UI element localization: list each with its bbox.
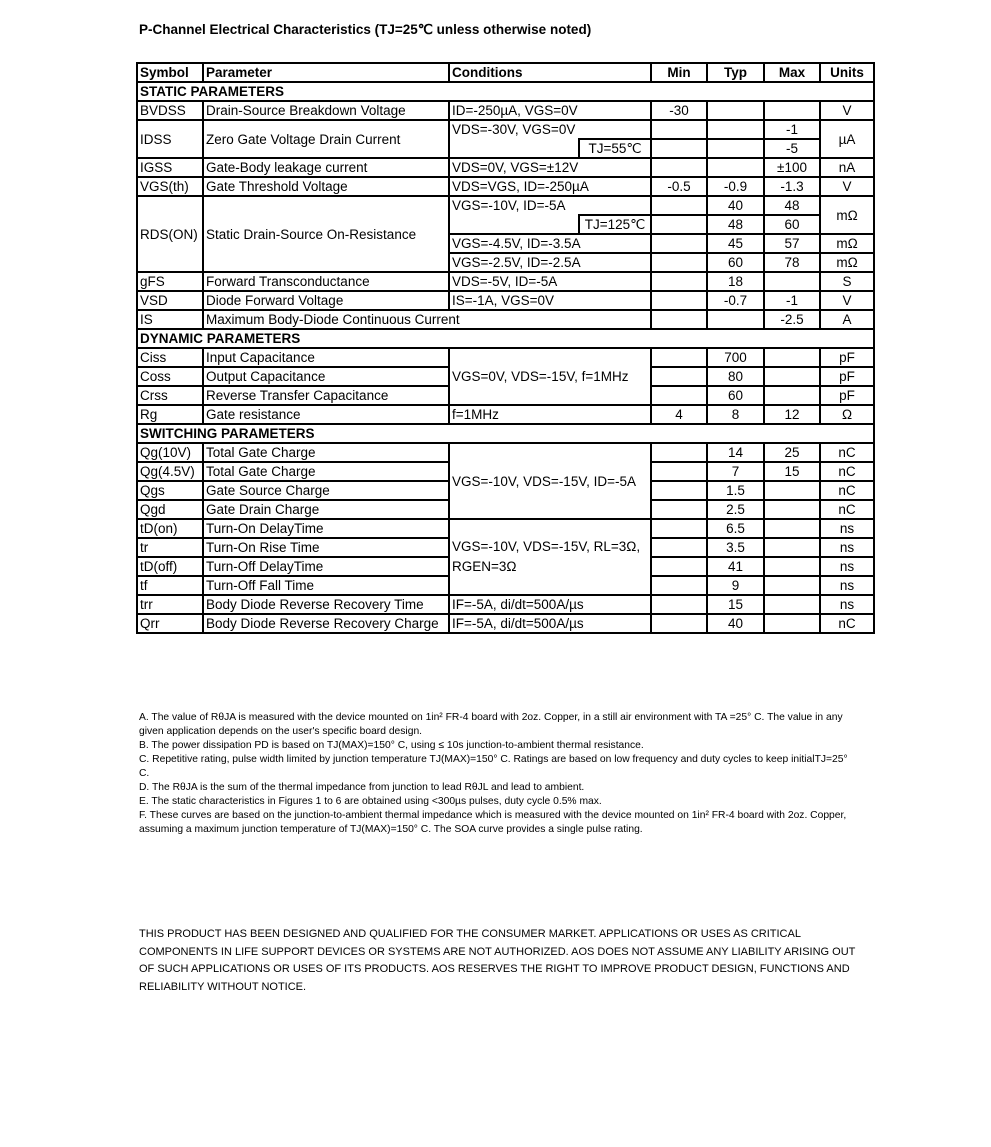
min-cell <box>651 158 707 177</box>
symbol-cell: tD(off) <box>137 557 203 576</box>
max-cell: -2.5 <box>764 310 820 329</box>
parameter-cell: Total Gate Charge <box>203 443 449 462</box>
typ-cell: 3.5 <box>707 538 764 557</box>
conditions-cell <box>449 215 579 234</box>
symbol-cell: Rg <box>137 405 203 424</box>
parameter-cell: Turn-Off DelayTime <box>203 557 449 576</box>
parameter-cell: Drain-Source Breakdown Voltage <box>203 101 449 120</box>
min-cell: -0.5 <box>651 177 707 196</box>
symbol-cell: Crss <box>137 386 203 405</box>
units-cell: nC <box>820 614 874 633</box>
units-cell: S <box>820 272 874 291</box>
parameter-cell: Turn-On DelayTime <box>203 519 449 538</box>
max-cell <box>764 348 820 367</box>
typ-cell: -0.7 <box>707 291 764 310</box>
units-cell: pF <box>820 386 874 405</box>
max-cell: -1.3 <box>764 177 820 196</box>
max-cell: 57 <box>764 234 820 253</box>
min-cell <box>651 120 707 139</box>
max-cell: 48 <box>764 196 820 215</box>
table-row <box>137 519 874 538</box>
symbol-cell: gFS <box>137 272 203 291</box>
footnote: C. Repetitive rating, pulse width limited by junction temperature TJ(MAX)=150° C. Ratings are based on low frequency and duty cycles to keep initialTJ=25° C. <box>139 754 848 779</box>
parameter-cell: Gate resistance <box>203 405 449 424</box>
min-cell <box>651 386 707 405</box>
table-row <box>137 443 874 462</box>
symbol-cell: tD(on) <box>137 519 203 538</box>
table-row <box>137 348 874 367</box>
min-cell <box>651 272 707 291</box>
table-row <box>137 595 874 614</box>
max-cell: -1 <box>764 291 820 310</box>
parameter-cell: Output Capacitance <box>203 367 449 386</box>
conditions-cell: f=1MHz <box>449 405 651 424</box>
typ-cell: 60 <box>707 386 764 405</box>
max-cell <box>764 500 820 519</box>
parameter-cell: Diode Forward Voltage <box>203 291 449 310</box>
max-cell <box>764 614 820 633</box>
conditions-cell: VGS=-2.5V, ID=-2.5A <box>449 253 651 272</box>
min-cell <box>651 234 707 253</box>
min-cell <box>651 557 707 576</box>
units-cell: mΩ <box>820 196 874 234</box>
parameter-cell: Static Drain-Source On-Resistance <box>203 196 449 272</box>
typ-cell: 40 <box>707 614 764 633</box>
conditions-cell: TJ=55℃ <box>579 139 651 158</box>
footnote: E. The static characteristics in Figures 1 to 6 are obtained using <300µs pulses, duty cycle 0.5% max. <box>139 796 602 807</box>
units-cell: V <box>820 177 874 196</box>
max-cell: 78 <box>764 253 820 272</box>
symbol-cell: Qg(10V) <box>137 443 203 462</box>
conditions-cell <box>449 139 579 158</box>
table-row <box>137 196 874 215</box>
typ-cell: 700 <box>707 348 764 367</box>
section-title: STATIC PARAMETERS <box>137 82 874 101</box>
footnote: F. These curves are based on the junction-to-ambient thermal impedance which is measured with the device mounted on 1in² FR-4 board with 2oz. Copper, assuming a maximum junction temperature of TJ(MAX)=150° C. The SOA curve provides a single pulse rating. <box>139 810 847 835</box>
symbol-cell: tf <box>137 576 203 595</box>
symbol-cell: trr <box>137 595 203 614</box>
footnote: D. The RθJA is the sum of the thermal impedance from junction to lead RθJL and lead to ambient. <box>139 782 585 793</box>
table-row <box>137 310 874 329</box>
symbol-cell: IS <box>137 310 203 329</box>
min-cell <box>651 614 707 633</box>
typ-cell: 1.5 <box>707 481 764 500</box>
min-cell <box>651 481 707 500</box>
typ-cell <box>707 101 764 120</box>
typ-cell <box>707 139 764 158</box>
typ-cell: 48 <box>707 215 764 234</box>
symbol-cell: IGSS <box>137 158 203 177</box>
units-cell: ns <box>820 576 874 595</box>
parameter-cell: Reverse Transfer Capacitance <box>203 386 449 405</box>
conditions-cell: VGS=-10V, ID=-5A <box>449 196 651 215</box>
units-cell: nA <box>820 158 874 177</box>
conditions-cell: IS=-1A, VGS=0V <box>449 291 651 310</box>
footnote: A. The value of RθJA is measured with the device mounted on 1in² FR-4 board with 2oz. Copper, in a still air environment with TA =25° C. The value in any given application depends on the user's specific board design. <box>139 712 843 737</box>
min-cell <box>651 519 707 538</box>
parameter-cell: Gate Threshold Voltage <box>203 177 449 196</box>
min-cell <box>651 291 707 310</box>
max-cell <box>764 481 820 500</box>
units-cell: V <box>820 101 874 120</box>
units-cell: µA <box>820 120 874 158</box>
parameter-cell: Forward Transconductance <box>203 272 449 291</box>
table-row <box>137 291 874 310</box>
parameter-cell: Maximum Body-Diode Continuous Current <box>203 310 651 329</box>
section-title: SWITCHING PARAMETERS <box>137 424 874 443</box>
parameter-cell: Total Gate Charge <box>203 462 449 481</box>
min-cell <box>651 500 707 519</box>
min-cell <box>651 443 707 462</box>
units-cell: ns <box>820 538 874 557</box>
symbol-cell: BVDSS <box>137 101 203 120</box>
min-cell <box>651 348 707 367</box>
conditions-cell: IF=-5A, di/dt=500A/µs <box>449 614 651 633</box>
conditions-cell: VDS=-5V, ID=-5A <box>449 272 651 291</box>
typ-cell: 40 <box>707 196 764 215</box>
symbol-cell: IDSS <box>137 120 203 158</box>
symbol-cell: Qg(4.5V) <box>137 462 203 481</box>
units-cell: mΩ <box>820 253 874 272</box>
conditions-cell: TJ=125℃ <box>579 215 651 234</box>
typ-cell: 45 <box>707 234 764 253</box>
section-header <box>137 329 874 348</box>
table-row <box>137 101 874 120</box>
max-cell: -1 <box>764 120 820 139</box>
units-cell: A <box>820 310 874 329</box>
table-row <box>137 405 874 424</box>
typ-cell: 2.5 <box>707 500 764 519</box>
max-cell <box>764 595 820 614</box>
units-cell: nC <box>820 462 874 481</box>
conditions-cell: VGS=0V, VDS=-15V, f=1MHz <box>449 348 651 405</box>
min-cell <box>651 538 707 557</box>
typ-cell: 6.5 <box>707 519 764 538</box>
units-cell: ns <box>820 519 874 538</box>
conditions-cell: VGS=-4.5V, ID=-3.5A <box>449 234 651 253</box>
table-row <box>137 614 874 633</box>
units-cell: pF <box>820 348 874 367</box>
units-cell: nC <box>820 443 874 462</box>
parameter-header: Parameter <box>203 63 449 82</box>
typ-cell: -0.9 <box>707 177 764 196</box>
max-cell <box>764 101 820 120</box>
max-cell: 12 <box>764 405 820 424</box>
parameter-cell: Input Capacitance <box>203 348 449 367</box>
typ-cell: 8 <box>707 405 764 424</box>
table-row <box>137 120 874 139</box>
min-cell <box>651 196 707 215</box>
symbol-header: Symbol <box>137 63 203 82</box>
max-cell <box>764 272 820 291</box>
max-cell <box>764 386 820 405</box>
symbol-cell: Qrr <box>137 614 203 633</box>
typ-cell: 18 <box>707 272 764 291</box>
typ-header: Typ <box>707 63 764 82</box>
min-header: Min <box>651 63 707 82</box>
footnotes <box>139 711 849 837</box>
table-row <box>137 272 874 291</box>
conditions-cell: VGS=-10V, VDS=-15V, RL=3Ω, RGEN=3Ω <box>449 519 651 595</box>
min-cell: -30 <box>651 101 707 120</box>
max-cell <box>764 557 820 576</box>
typ-cell <box>707 310 764 329</box>
section-header <box>137 424 874 443</box>
typ-cell: 41 <box>707 557 764 576</box>
conditions-cell: ID=-250µA, VGS=0V <box>449 101 651 120</box>
table-row <box>137 177 874 196</box>
symbol-cell: Ciss <box>137 348 203 367</box>
symbol-cell: Coss <box>137 367 203 386</box>
max-header: Max <box>764 63 820 82</box>
typ-cell: 7 <box>707 462 764 481</box>
symbol-cell: tr <box>137 538 203 557</box>
typ-cell: 15 <box>707 595 764 614</box>
min-cell <box>651 253 707 272</box>
max-cell: 15 <box>764 462 820 481</box>
units-cell: Ω <box>820 405 874 424</box>
typ-cell: 60 <box>707 253 764 272</box>
electrical-characteristics-table <box>136 62 875 634</box>
conditions-cell: VGS=-10V, VDS=-15V, ID=-5A <box>449 443 651 519</box>
typ-cell: 14 <box>707 443 764 462</box>
units-cell: V <box>820 291 874 310</box>
symbol-cell: VSD <box>137 291 203 310</box>
max-cell: ±100 <box>764 158 820 177</box>
conditions-cell: VDS=VGS, ID=-250µA <box>449 177 651 196</box>
footnote: B. The power dissipation PD is based on TJ(MAX)=150° C, using ≤ 10s junction-to-ambient thermal resistance. <box>139 740 644 751</box>
parameter-cell: Gate Source Charge <box>203 481 449 500</box>
typ-cell: 80 <box>707 367 764 386</box>
min-cell <box>651 139 707 158</box>
min-cell <box>651 576 707 595</box>
max-cell: 60 <box>764 215 820 234</box>
max-cell <box>764 367 820 386</box>
parameter-cell: Gate-Body leakage current <box>203 158 449 177</box>
section-title: DYNAMIC PARAMETERS <box>137 329 874 348</box>
conditions-cell: IF=-5A, di/dt=500A/µs <box>449 595 651 614</box>
max-cell <box>764 538 820 557</box>
parameter-cell: Zero Gate Voltage Drain Current <box>203 120 449 158</box>
disclaimer: THIS PRODUCT HAS BEEN DESIGNED AND QUALIFIED FOR THE CONSUMER MARKET. APPLICATIONS OR USES AS CRITICAL COMPONENTS IN LIFE SUPPORT DEVICES OR SYSTEMS ARE NOT AUTHORIZED. AOS DOES NOT ASSUME ANY LIABILITY ARISING OUT OF SUCH APPLICATIONS OR USES OF ITS PRODUCTS. AOS RESERVES THE RIGHT TO IMPROVE PRODUCT DESIGN, FUNCTIONS AND RELIABILITY WITHOUT NOTICE. <box>139 928 856 993</box>
units-cell: ns <box>820 557 874 576</box>
max-cell: -5 <box>764 139 820 158</box>
symbol-cell: RDS(ON) <box>137 196 203 272</box>
max-cell: 25 <box>764 443 820 462</box>
units-cell: nC <box>820 500 874 519</box>
units-cell: pF <box>820 367 874 386</box>
typ-cell: 9 <box>707 576 764 595</box>
header-row <box>137 63 874 82</box>
units-header: Units <box>820 63 874 82</box>
min-cell <box>651 595 707 614</box>
units-cell: ns <box>820 595 874 614</box>
min-cell <box>651 215 707 234</box>
min-cell <box>651 310 707 329</box>
units-cell: mΩ <box>820 234 874 253</box>
symbol-cell: Qgs <box>137 481 203 500</box>
parameter-cell: Body Diode Reverse Recovery Time <box>203 595 449 614</box>
conditions-cell: VDS=-30V, VGS=0V <box>449 120 651 139</box>
typ-cell <box>707 158 764 177</box>
min-cell <box>651 462 707 481</box>
section-header <box>137 82 874 101</box>
min-cell: 4 <box>651 405 707 424</box>
conditions-cell: VDS=0V, VGS=±12V <box>449 158 651 177</box>
max-cell <box>764 576 820 595</box>
symbol-cell: Qgd <box>137 500 203 519</box>
parameter-cell: Body Diode Reverse Recovery Charge <box>203 614 449 633</box>
typ-cell <box>707 120 764 139</box>
parameter-cell: Gate Drain Charge <box>203 500 449 519</box>
units-cell: nC <box>820 481 874 500</box>
min-cell <box>651 367 707 386</box>
max-cell <box>764 519 820 538</box>
parameter-cell: Turn-On Rise Time <box>203 538 449 557</box>
symbol-cell: VGS(th) <box>137 177 203 196</box>
page-title: P-Channel Electrical Characteristics (TJ=25℃ unless otherwise noted) <box>139 22 592 37</box>
parameter-cell: Turn-Off Fall Time <box>203 576 449 595</box>
table-row <box>137 158 874 177</box>
conditions-header: Conditions <box>449 63 651 82</box>
